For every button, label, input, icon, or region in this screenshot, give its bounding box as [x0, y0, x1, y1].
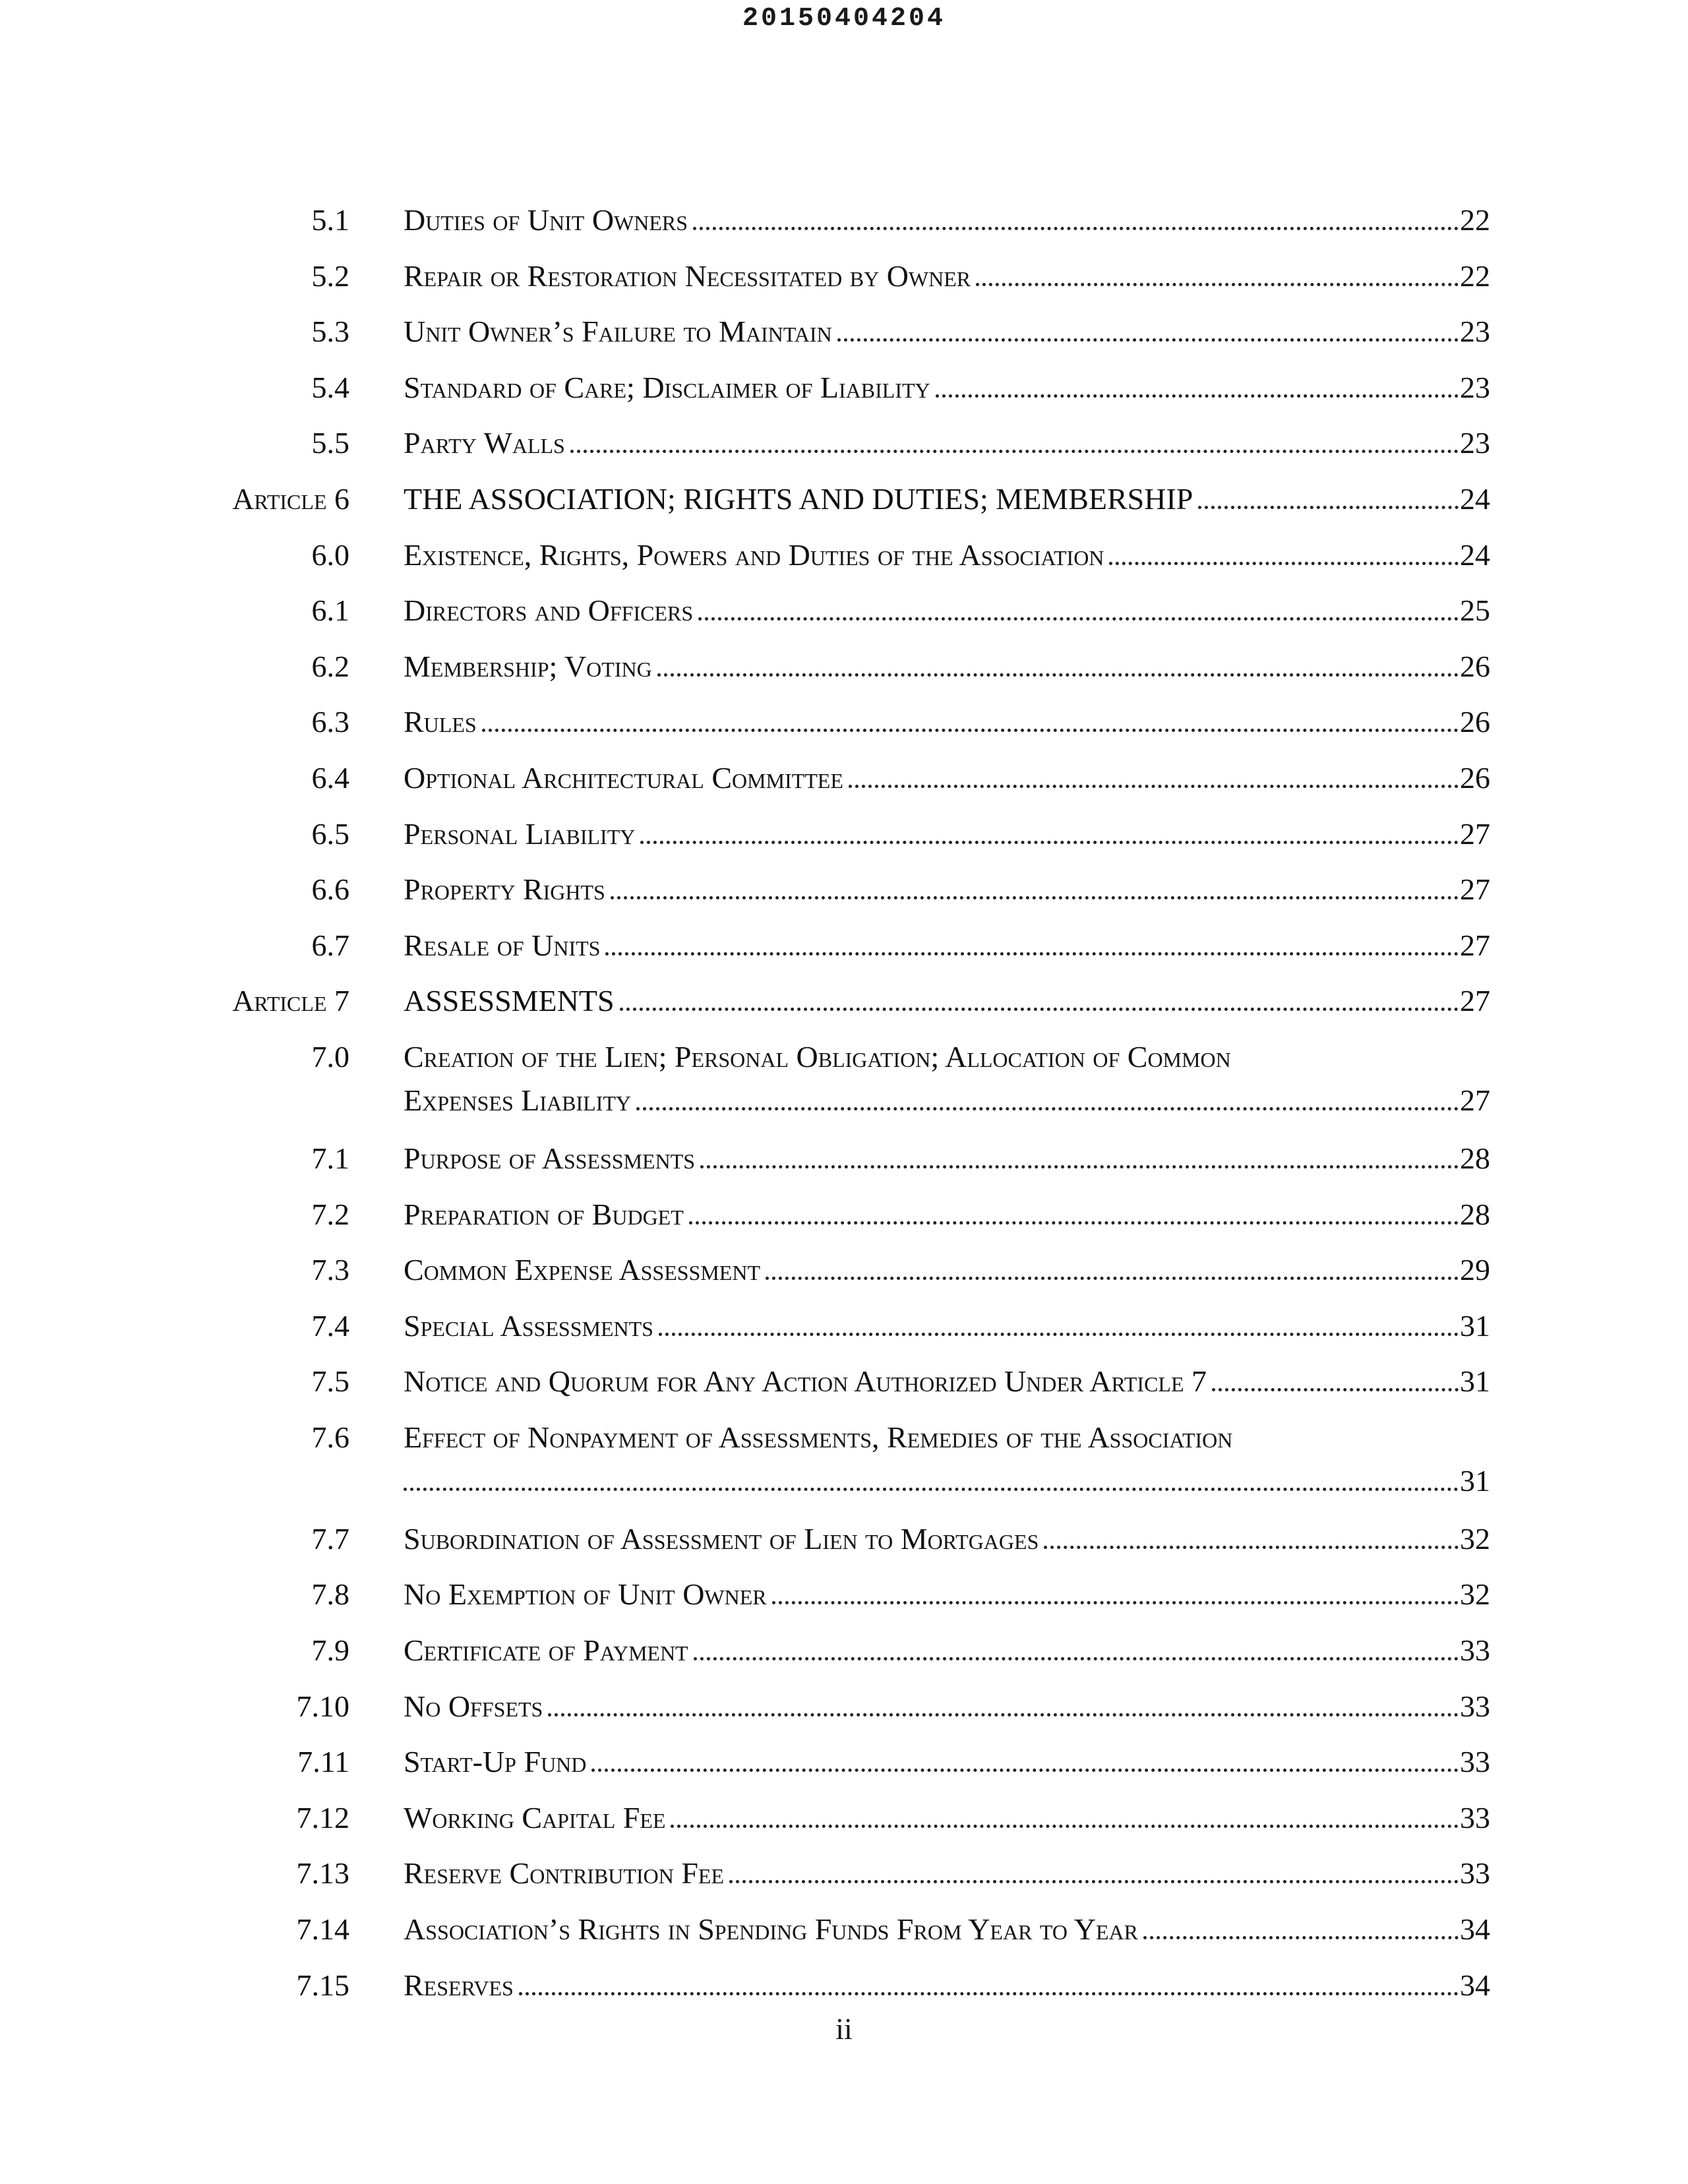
dot-leader — [694, 1657, 1459, 1660]
section-number: 6.5 — [311, 816, 349, 851]
toc-entry — [0, 414, 1688, 470]
toc-entry — [0, 359, 1688, 415]
toc-entry — [0, 1733, 1688, 1789]
dot-leader — [620, 1008, 1459, 1011]
section-title: Party Walls — [404, 426, 565, 460]
section-number: 7.8 — [311, 1577, 349, 1612]
dot-leader — [640, 841, 1459, 844]
page-reference: 23 — [1460, 370, 1490, 404]
section-number: 5.5 — [311, 426, 349, 460]
page-reference: 22 — [1460, 203, 1490, 237]
page-reference: 23 — [1460, 426, 1490, 460]
section-title: Start-Up Fund — [404, 1745, 587, 1779]
page-reference: 26 — [1460, 760, 1490, 795]
dot-leader — [837, 338, 1459, 342]
section-number: 7.1 — [311, 1141, 349, 1175]
page-reference: 26 — [1460, 705, 1490, 739]
section-title: Special Assessments — [404, 1308, 653, 1343]
toc-entry — [0, 917, 1688, 973]
page-reference: 27 — [1460, 1083, 1490, 1117]
toc-entry — [0, 1565, 1688, 1622]
section-title: Optional Architectural Committee — [404, 760, 843, 795]
toc-entry — [0, 1900, 1688, 1957]
dot-leader — [936, 394, 1459, 398]
table-of-contents — [0, 191, 1688, 2012]
page-reference: 33 — [1460, 1856, 1490, 1891]
section-number: 5.3 — [311, 315, 349, 349]
dot-leader — [1109, 562, 1459, 565]
section-title: Certificate of Payment — [404, 1633, 688, 1668]
page-reference: 23 — [1460, 315, 1490, 349]
section-title: Association’s Rights in Spending Funds From Year to Year — [404, 1912, 1139, 1947]
section-title: Notice and Quorum for Any Action Authorized Under Article 7 — [404, 1364, 1207, 1399]
page-reference: 34 — [1460, 1968, 1490, 2002]
toc-entry — [0, 191, 1688, 247]
section-number: 5.4 — [311, 370, 349, 404]
section-title: Membership; Voting — [404, 649, 652, 683]
dot-leader — [976, 283, 1459, 286]
dot-leader — [482, 729, 1459, 732]
toc-entry — [0, 1297, 1688, 1353]
dot-leader — [605, 952, 1459, 956]
page-reference: 29 — [1460, 1253, 1490, 1287]
section-number: 7.15 — [296, 1968, 349, 2002]
section-number: 6.2 — [311, 649, 349, 683]
toc-article-entry — [0, 470, 1688, 526]
section-title: Effect of Nonpayment of Assessments, Remedies of the Association — [404, 1420, 1233, 1454]
toc-entry — [0, 1130, 1688, 1186]
section-title: No Offsets — [404, 1689, 543, 1723]
toc-entry — [0, 1409, 1688, 1510]
section-title: Standard of Care; Disclaimer of Liability — [404, 370, 930, 404]
toc-entry — [0, 861, 1688, 917]
dot-leader — [849, 785, 1459, 788]
dot-leader — [636, 1107, 1459, 1110]
dot-leader — [671, 1825, 1459, 1828]
toc-entry — [0, 1789, 1688, 1845]
page-reference: 28 — [1460, 1197, 1490, 1231]
section-title: Creation of the Lien; Personal Obligation; Allocation of Common — [404, 1039, 1231, 1074]
article-number: Article 6 — [232, 481, 349, 516]
article-title: ASSESSMENTS — [404, 984, 615, 1018]
dot-leader — [700, 1165, 1459, 1168]
section-number: 7.11 — [297, 1745, 349, 1779]
toc-entry — [0, 1186, 1688, 1242]
section-number: 7.9 — [311, 1633, 349, 1668]
section-title: Existence, Rights, Powers and Duties of the Association — [404, 537, 1104, 572]
toc-entry — [0, 303, 1688, 359]
page-reference: 27 — [1460, 928, 1490, 962]
dot-leader — [1143, 1936, 1459, 1939]
section-title: Duties of Unit Owners — [404, 203, 688, 237]
section-number: 5.1 — [311, 203, 349, 237]
section-title: Subordination of Assessment of Lien to Mortgages — [404, 1521, 1039, 1556]
toc-entry — [0, 1352, 1688, 1409]
page-reference: 26 — [1460, 649, 1490, 683]
dot-leader — [1198, 506, 1459, 509]
article-title: THE ASSOCIATION; RIGHTS AND DUTIES; MEMBERSHIP — [404, 481, 1193, 516]
toc-entry — [0, 582, 1688, 638]
toc-entry — [0, 1241, 1688, 1297]
dot-leader — [689, 1221, 1459, 1225]
page-reference: 33 — [1460, 1689, 1490, 1723]
section-number: 6.4 — [311, 760, 349, 795]
section-number: 7.5 — [311, 1364, 349, 1399]
section-title: Working Capital Fee — [404, 1800, 666, 1835]
page-reference: 33 — [1460, 1800, 1490, 1835]
section-number: 7.4 — [311, 1308, 349, 1343]
section-title: Reserve Contribution Fee — [404, 1856, 725, 1891]
toc-entry — [0, 1028, 1688, 1130]
toc-entry — [0, 1844, 1688, 1900]
page-reference: 33 — [1460, 1633, 1490, 1668]
section-number: 5.2 — [311, 258, 349, 293]
section-number: 7.14 — [296, 1912, 349, 1947]
page-number: ii — [835, 2012, 853, 2046]
section-title: Property Rights — [404, 872, 605, 907]
article-number: Article 7 — [232, 984, 349, 1018]
page-reference: 31 — [1460, 1463, 1490, 1498]
section-title: Preparation of Budget — [404, 1197, 684, 1231]
page-reference: 31 — [1460, 1308, 1490, 1343]
section-title: Resale of Units — [404, 928, 601, 962]
page-reference: 32 — [1460, 1577, 1490, 1612]
dot-leader — [657, 673, 1459, 677]
page-reference: 34 — [1460, 1912, 1490, 1947]
dot-leader — [519, 1992, 1459, 1995]
toc-entry — [0, 638, 1688, 694]
toc-entry — [0, 247, 1688, 303]
dot-leader — [772, 1601, 1459, 1604]
toc-entry — [0, 526, 1688, 582]
dot-leader — [548, 1713, 1459, 1716]
page-reference: 27 — [1460, 872, 1490, 907]
section-title: Rules — [404, 705, 477, 739]
toc-entry — [0, 1957, 1688, 2013]
dot-leader — [698, 617, 1459, 621]
section-number: 7.2 — [311, 1197, 349, 1231]
section-number: 6.7 — [311, 928, 349, 962]
page-reference: 22 — [1460, 258, 1490, 293]
section-number: 6.0 — [311, 537, 349, 572]
toc-entry — [0, 749, 1688, 805]
page-reference: 27 — [1460, 984, 1490, 1018]
section-title: Unit Owner’s Failure to Maintain — [404, 315, 832, 349]
page-reference: 28 — [1460, 1141, 1490, 1175]
toc-entry — [0, 1622, 1688, 1678]
page-reference: 33 — [1460, 1745, 1490, 1779]
section-title: Directors and Officers — [404, 593, 694, 628]
section-number: 7.13 — [296, 1856, 349, 1891]
dot-leader — [1044, 1546, 1459, 1549]
section-title: No Exemption of Unit Owner — [404, 1577, 767, 1612]
section-number: 6.1 — [311, 593, 349, 628]
dot-leader — [766, 1277, 1459, 1280]
section-number: 7.0 — [311, 1039, 349, 1074]
dot-leader — [729, 1880, 1459, 1883]
section-title: Repair or Restoration Necessitated by Owner — [404, 258, 971, 293]
section-title: Reserves — [404, 1968, 514, 2002]
dot-leader — [693, 227, 1459, 230]
section-title-continued: Expenses Liability — [404, 1083, 632, 1117]
document-number: 20150404204 — [742, 4, 946, 34]
page-reference: 31 — [1460, 1364, 1490, 1399]
section-title: Common Expense Assessment — [404, 1253, 760, 1287]
section-number: 7.6 — [311, 1420, 349, 1454]
section-number: 7.10 — [296, 1689, 349, 1723]
dot-leader — [570, 450, 1459, 453]
dot-leader — [1212, 1388, 1459, 1391]
dot-leader — [591, 1769, 1459, 1772]
section-number: 7.12 — [296, 1800, 349, 1835]
page-reference: 27 — [1460, 816, 1490, 851]
section-number: 6.3 — [311, 705, 349, 739]
dot-leader — [659, 1333, 1459, 1336]
page-reference: 24 — [1460, 481, 1490, 516]
page-reference: 25 — [1460, 593, 1490, 628]
section-number: 7.3 — [311, 1253, 349, 1287]
toc-entry — [0, 805, 1688, 861]
toc-entry — [0, 1510, 1688, 1566]
toc-entry — [0, 693, 1688, 749]
section-number: 7.7 — [311, 1521, 349, 1556]
section-title: Personal Liability — [404, 816, 636, 851]
page-reference: 32 — [1460, 1521, 1490, 1556]
section-title: Purpose of Assessments — [404, 1141, 696, 1175]
toc-article-entry — [0, 972, 1688, 1028]
toc-entry — [0, 1678, 1688, 1734]
section-number: 6.6 — [311, 872, 349, 907]
dot-leader — [404, 1488, 1459, 1491]
dot-leader — [611, 896, 1459, 899]
page-reference: 24 — [1460, 537, 1490, 572]
